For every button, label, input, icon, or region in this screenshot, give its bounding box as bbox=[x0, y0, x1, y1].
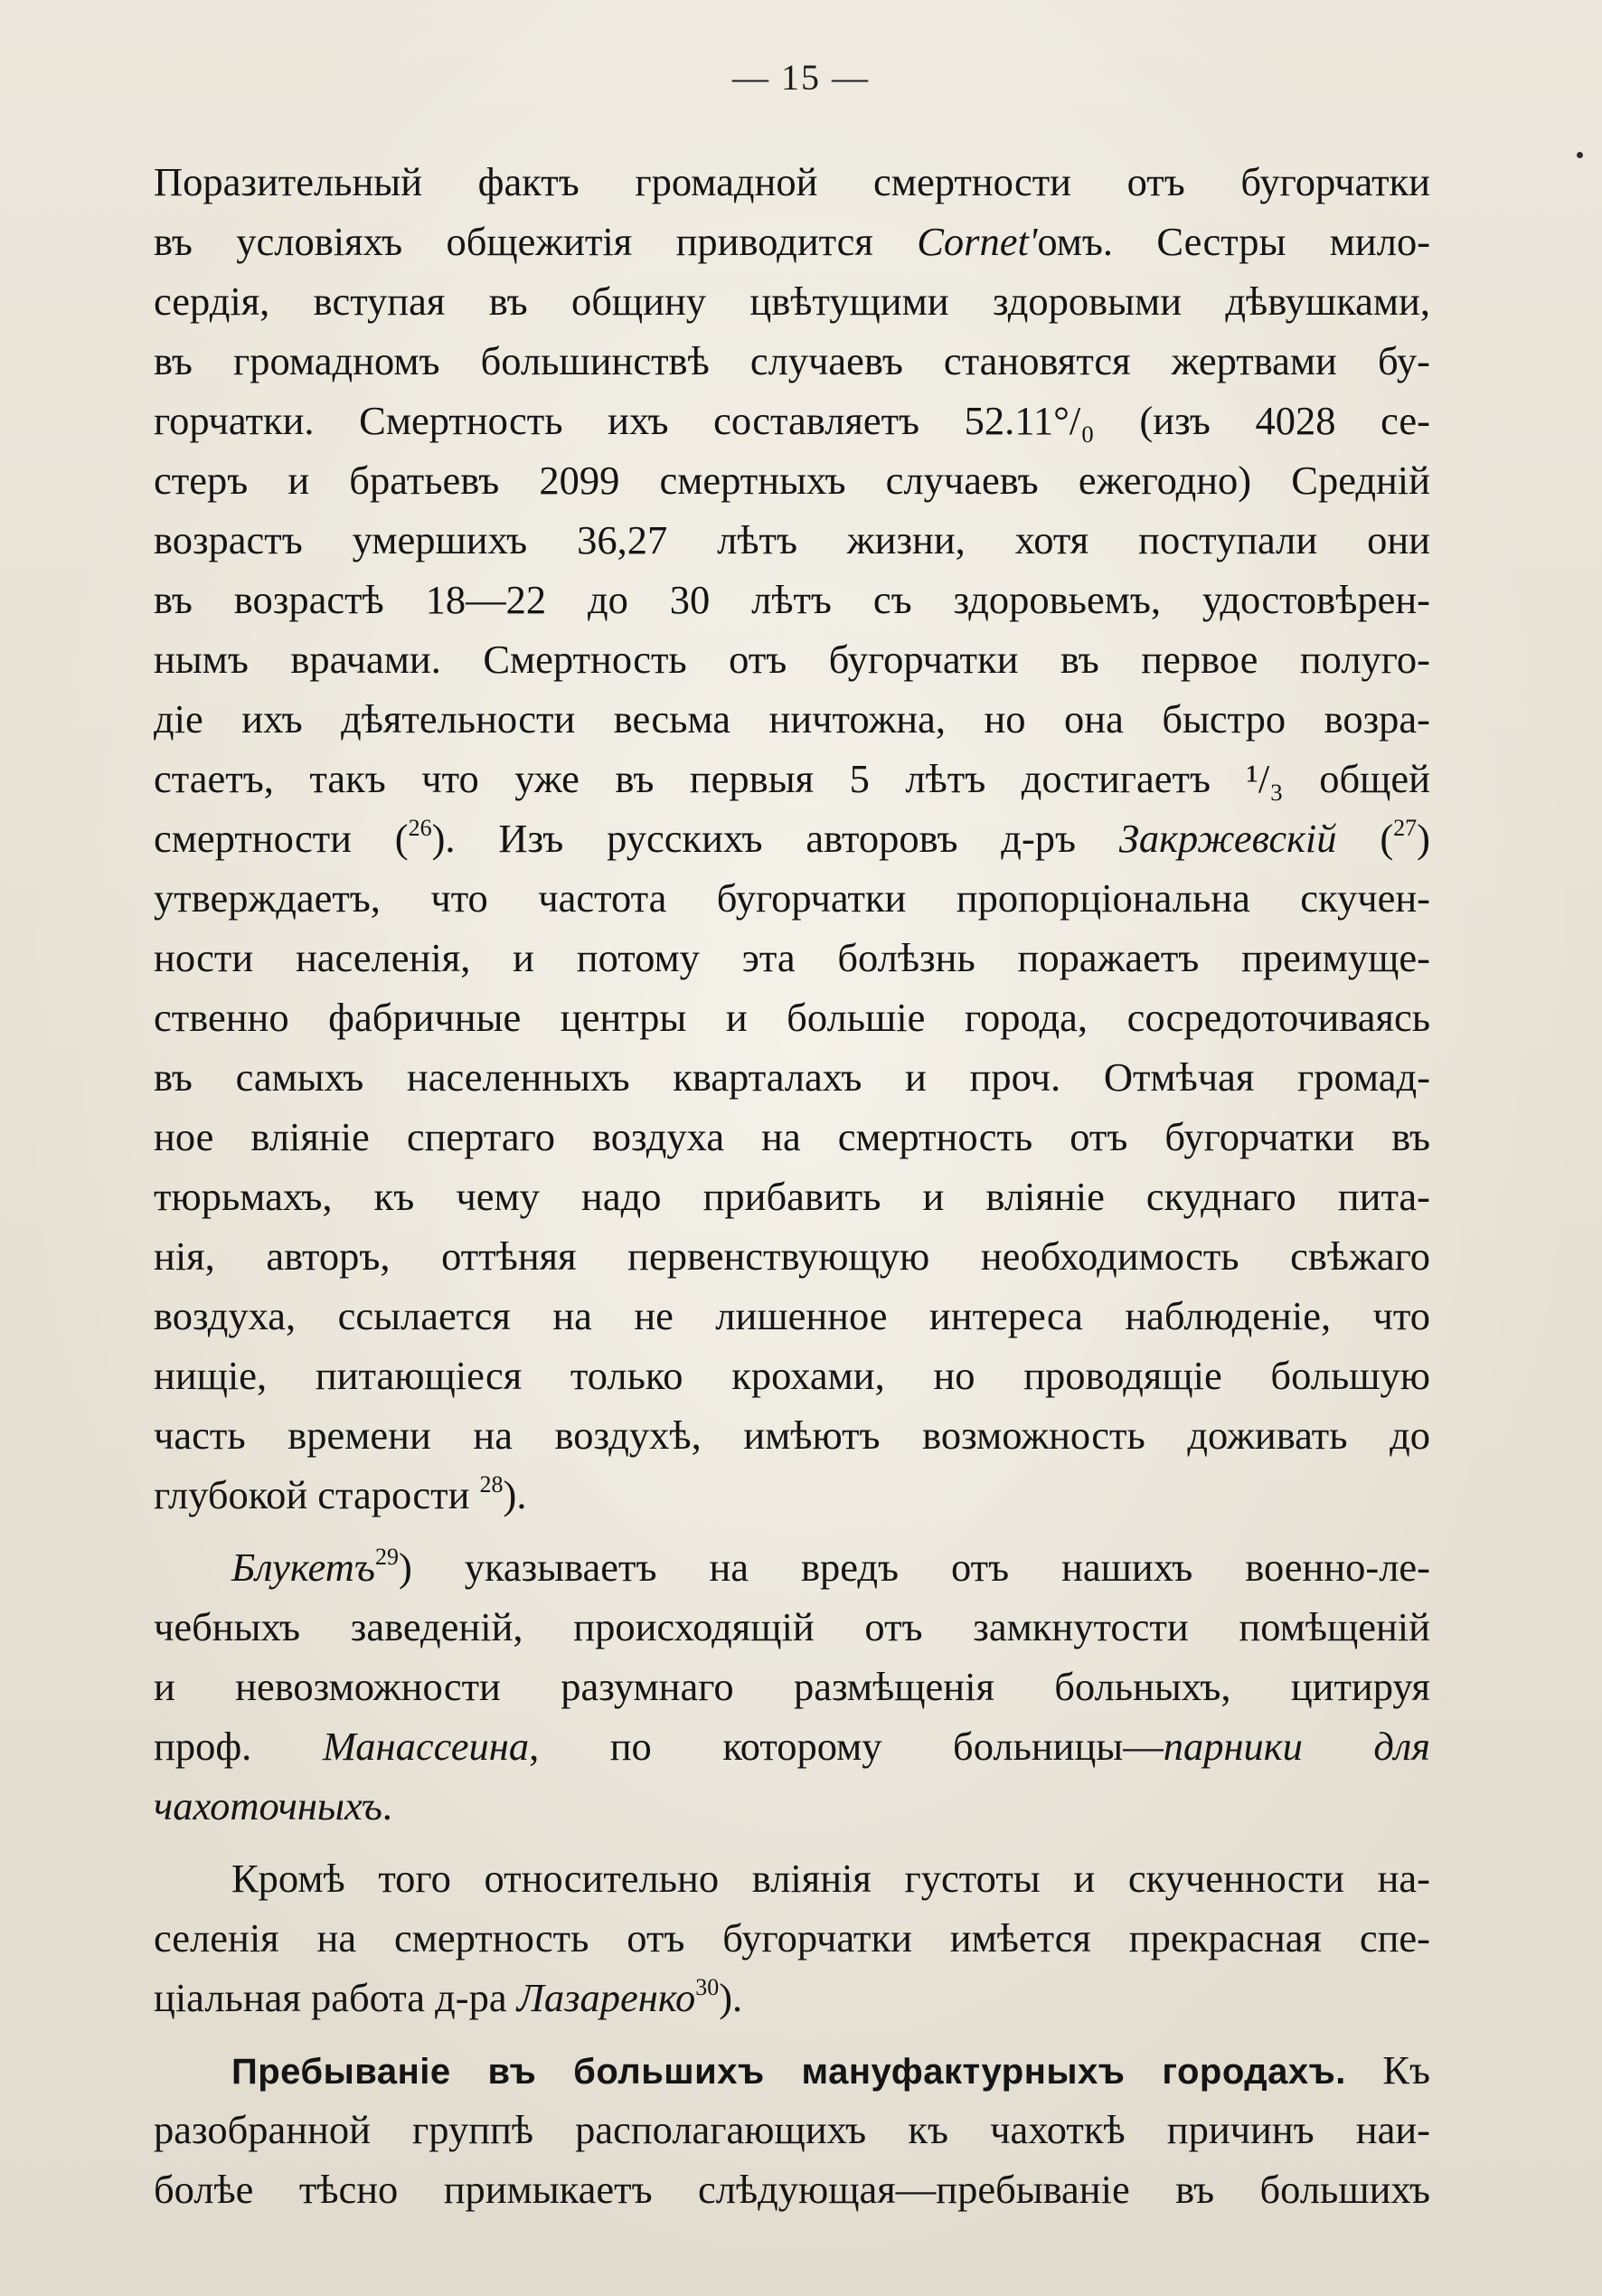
text-run: ( bbox=[1336, 816, 1394, 861]
text-line bbox=[154, 1047, 1430, 1107]
text-run: ). bbox=[719, 1975, 743, 2020]
text-run: . bbox=[382, 1783, 392, 1828]
text-line bbox=[154, 212, 1430, 271]
text-line bbox=[154, 2159, 1430, 2219]
body-text bbox=[154, 152, 1430, 2219]
text-line bbox=[154, 2100, 1430, 2159]
italic-name: Манассеина bbox=[322, 1724, 530, 1769]
text-line bbox=[154, 808, 1430, 868]
text-run: сердія, вступая въ общину цвѣтущими здоровыми дѣвушками, bbox=[154, 279, 1430, 324]
text-line bbox=[154, 1597, 1430, 1657]
italic-name: парники для bbox=[1163, 1724, 1430, 1769]
text-line bbox=[154, 1968, 1430, 2027]
italic-name: Лазаренко bbox=[516, 1975, 696, 2020]
text-line bbox=[154, 987, 1430, 1047]
paragraph bbox=[154, 1537, 1430, 1836]
footnote-ref: 27 bbox=[1393, 815, 1418, 841]
text-run: возрастъ умершихъ 36,27 лѣтъ жизни, хотя поступали они bbox=[154, 517, 1430, 562]
text-run: , по которому больницы— bbox=[529, 1724, 1164, 1769]
text-line bbox=[154, 1346, 1430, 1405]
text-line bbox=[154, 510, 1430, 570]
text-run: діе ихъ дѣятельности весьма ничтожна, но она быстро возра- bbox=[154, 696, 1430, 742]
ink-speck bbox=[1577, 152, 1583, 158]
text-run: нищіе, питающіеся только крохами, но проводящіе большую bbox=[154, 1353, 1430, 1398]
paragraph-gap bbox=[154, 2027, 1430, 2040]
text-run: Поразительный фактъ громадной смертности отъ бугорчатки bbox=[154, 159, 1430, 204]
text-run: тюрьмахъ, къ чему надо прибавить и вліяніе скуднаго пита- bbox=[154, 1174, 1430, 1219]
text-run: въ самыхъ населенныхъ кварталахъ и проч. Отмѣчая громад- bbox=[154, 1054, 1430, 1100]
text-line bbox=[154, 928, 1430, 987]
text-run: и невозможности разумнаго размѣщенія больныхъ, цитируя bbox=[154, 1664, 1430, 1709]
text-run: чебныхъ заведеній, происходящій отъ замкнутости помѣщеній bbox=[154, 1604, 1430, 1649]
text-run: ное вліяніе спертаго воздуха на смертность отъ бугорчатки въ bbox=[154, 1114, 1430, 1159]
text-run: разобранной группѣ располагающихъ къ чахоткѣ причинъ наи- bbox=[154, 2107, 1430, 2152]
text-run: ) указываетъ на вредъ отъ нашихъ военно-ле- bbox=[398, 1545, 1430, 1590]
text-run: въ громадномъ большинствѣ случаевъ становятся жертвами бу- bbox=[154, 338, 1430, 383]
paragraph-gap bbox=[154, 1836, 1430, 1848]
text-run: утверждаетъ, что частота бугорчатки пропорціональна скучен- bbox=[154, 875, 1430, 921]
page-number: — 15 — bbox=[732, 57, 870, 98]
text-line bbox=[154, 1226, 1430, 1286]
text-run: омъ. Сестры мило- bbox=[1037, 219, 1431, 264]
text-line bbox=[154, 570, 1430, 629]
text-run: Къ bbox=[1345, 2047, 1430, 2093]
text-run: часть времени на воздухѣ, имѣютъ возможность доживать до bbox=[154, 1413, 1430, 1458]
text-run: ціальная работа д-ра bbox=[154, 1975, 517, 2020]
text-line bbox=[154, 152, 1430, 212]
text-line bbox=[154, 868, 1430, 928]
text-run: нымъ врачами. Смертность отъ бугорчатки въ первое полуго- bbox=[154, 637, 1430, 682]
paragraph bbox=[154, 1848, 1430, 2027]
text-run: воздуха, ссылается на не лишенное интереса наблюденіе, что bbox=[154, 1293, 1430, 1338]
text-line bbox=[154, 1776, 1430, 1836]
text-line bbox=[154, 1286, 1430, 1346]
text-run: горчатки. Смертность ихъ составляетъ 52.11°/₀ (изъ 4028 се- bbox=[154, 398, 1430, 443]
italic-name: Блукетъ bbox=[231, 1545, 375, 1590]
text-run: ). bbox=[503, 1472, 527, 1517]
text-line bbox=[154, 1908, 1430, 1968]
paragraph-gap bbox=[154, 1525, 1430, 1537]
footnote-ref: 26 bbox=[408, 815, 432, 841]
text-line bbox=[154, 1405, 1430, 1465]
italic-name: Cornet' bbox=[917, 219, 1038, 264]
text-run: стеръ и братьевъ 2099 смертныхъ случаевъ ежегодно) Средній bbox=[154, 458, 1430, 503]
text-run: въ возрастѣ 18—22 до 30 лѣтъ съ здоровьемъ, удостовѣрен- bbox=[154, 577, 1430, 622]
text-run: болѣе тѣсно примыкаетъ слѣдующая—пребываніе въ большихъ bbox=[154, 2167, 1430, 2212]
text-line bbox=[154, 689, 1430, 749]
text-line bbox=[154, 749, 1430, 808]
text-run: въ условіяхъ общежитія приводится bbox=[154, 219, 918, 264]
text-line bbox=[154, 450, 1430, 510]
paragraph bbox=[154, 152, 1430, 1525]
section-heading: Пребываніе въ большихъ мануфактурныхъ городахъ. bbox=[231, 2052, 1346, 2092]
italic-name: чахоточныхъ bbox=[154, 1783, 382, 1828]
text-line bbox=[154, 1848, 1430, 1908]
text-line bbox=[154, 629, 1430, 689]
italic-name: Закржевскій bbox=[1118, 816, 1337, 861]
footnote-ref: 29 bbox=[374, 1544, 399, 1570]
text-run: нія, авторъ, оттѣняя первенствующую необходимость свѣжаго bbox=[154, 1233, 1430, 1279]
footnote-ref: 28 bbox=[479, 1471, 504, 1498]
text-line bbox=[154, 1657, 1430, 1716]
text-line bbox=[154, 391, 1430, 450]
text-run: ственно фабричные центры и большіе города, сосредоточиваясь bbox=[154, 995, 1430, 1040]
footnote-ref: 30 bbox=[695, 1974, 720, 2000]
text-line bbox=[154, 1167, 1430, 1226]
text-run: стаетъ, такъ что уже въ первыя 5 лѣтъ достигаетъ ¹/₃ общей bbox=[154, 756, 1430, 801]
text-run: ности населенія, и потому эта болѣзнь поражаетъ преимуще- bbox=[154, 935, 1430, 980]
text-line bbox=[154, 271, 1430, 331]
text-run: ) bbox=[1417, 816, 1430, 861]
text-line bbox=[154, 1465, 1430, 1525]
text-line bbox=[154, 1107, 1430, 1167]
text-run: глубокой старости bbox=[154, 1472, 480, 1517]
text-run: проф. bbox=[154, 1724, 323, 1769]
text-run: Кромѣ того относительно вліянія густоты и скученности на- bbox=[231, 1856, 1430, 1901]
text-line bbox=[154, 2040, 1430, 2100]
text-line bbox=[154, 1716, 1430, 1776]
text-run: смертности ( bbox=[154, 816, 409, 861]
text-run: ). Изъ русскихъ авторовъ д-ръ bbox=[431, 816, 1119, 861]
text-line bbox=[154, 331, 1430, 391]
paragraph bbox=[154, 2040, 1430, 2219]
text-run: селенія на смертность отъ бугорчатки имѣется прекрасная спе- bbox=[154, 1915, 1430, 1961]
text-line bbox=[154, 1537, 1430, 1597]
